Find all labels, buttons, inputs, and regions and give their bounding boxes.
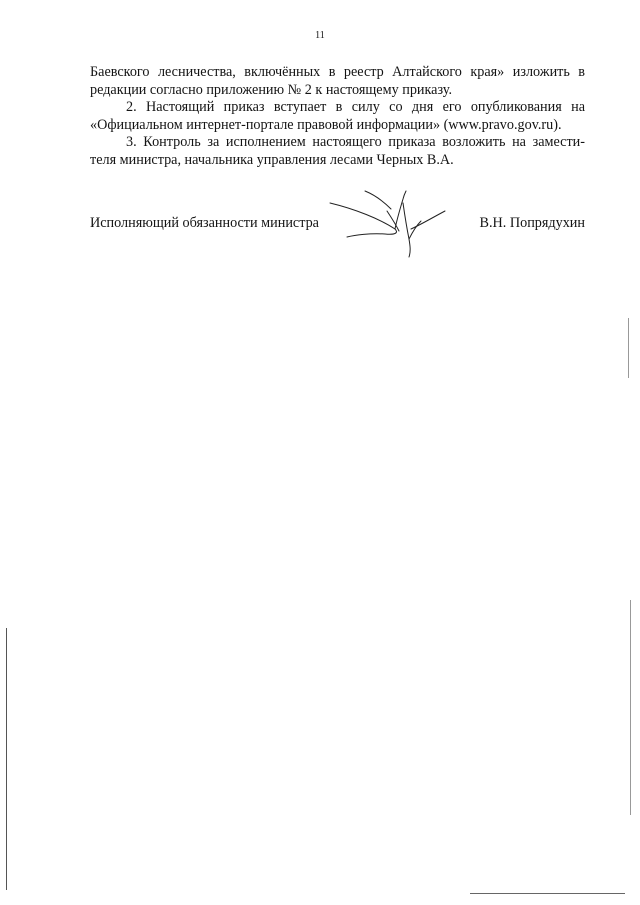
handwritten-signature (325, 189, 455, 259)
scan-edge-right-bottom (630, 600, 631, 815)
paragraph-1-line-1: Баевского лесничества, включённых в реестр Алтайского края» изложить в (90, 64, 585, 80)
signature-block (90, 213, 585, 253)
paragraph-3-line-1: 3. Контроль за исполнением настоящего приказа возложить на замести- (126, 134, 585, 150)
paragraph-1-line-2: редакции согласно приложению № 2 к настоящему приказу. (90, 81, 453, 98)
scan-edge-bottom (470, 893, 625, 894)
page-number: 11 (315, 30, 325, 41)
scan-edge-left (6, 628, 7, 890)
signatory-name: В.Н. Попрядухин (479, 215, 585, 231)
document-body (90, 64, 585, 169)
signatory-title: Исполняющий обязанности министра (90, 215, 319, 231)
paragraph-2-line-1: 2. Настоящий приказ вступает в силу со дня его опубликования на (126, 99, 585, 115)
paragraph-3-line-2: теля министра, начальника управления лесами Черных В.А. (90, 151, 454, 168)
scan-edge-right-top (628, 318, 629, 378)
paragraph-2-line-2: «Официальном интернет-портале правовой информации» (www.pravo.gov.ru). (90, 116, 562, 133)
